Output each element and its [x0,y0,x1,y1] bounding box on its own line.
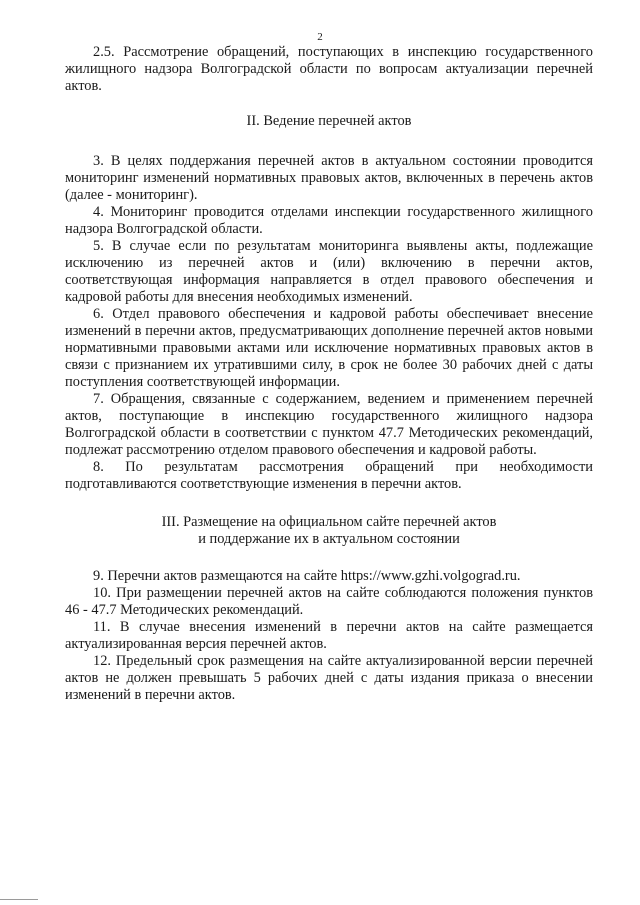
document-body [65,44,593,704]
paragraph-6: 6. Отдел правового обеспечения и кадровой работы обеспечивает внесение изменений в перечни актов, предусматривающих дополнение перечней актов новыми нормативными правовыми актами или исключение нормативных правовых актов в связи с признанием их утратившими силу, в срок не более 30 рабочих дней с даты поступления соответствующей информации. [65,306,593,390]
paragraph-8: 8. По результатам рассмотрения обращений при необходимости подготавливаются соответствующие изменения в перечни актов. [65,459,593,492]
section-2-heading: II. Ведение перечней актов [246,113,412,129]
paragraph-5: 5. В случае если по результатам мониторинга выявлены акты, подлежащие исключению из перечней актов и (или) включению в перечни актов, соответствующая информация направляется в отдел правового обеспечения и кадровой работы для внесения необходимых изменений. [65,238,593,305]
section-3-heading [65,514,593,548]
paragraph-3: 3. В целях поддержания перечней актов в актуальном состоянии проводится мониторинг изменений нормативных правовых актов, включенных в перечень актов (далее - мониторинг). [65,153,593,203]
paragraph-9: 9. Перечни актов размещаются на сайте https://www.gzhi.volgograd.ru. [93,568,521,584]
scan-edge-mark [0,899,38,900]
paragraph-12: 12. Предельный срок размещения на сайте актуализированной версии перечней актов не должен превышать 5 рабочих дней с даты издания приказа о внесении изменений в перечни актов. [65,653,593,703]
paragraph-7: 7. Обращения, связанные с содержанием, ведением и применением перечней актов, поступающие в инспекцию государственного жилищного надзора Волгоградской области в соответствии с пунктом 47.7 Методических рекомендаций, подлежат рассмотрению отделом правового обеспечения и кадровой работы. [65,391,593,458]
section-3-heading-line-2: и поддержание их в актуальном состоянии [198,531,460,547]
paragraph-4: 4. Мониторинг проводится отделами инспекции государственного жилищного надзора Волгоградской области. [65,204,593,237]
page-number: 2 [317,31,323,43]
paragraph-2-5: 2.5. Рассмотрение обращений, поступающих в инспекцию государственного жилищного надзора Волгоградской области по вопросам актуализации перечней актов. [65,44,593,94]
paragraph-10: 10. При размещении перечней актов на сайте соблюдаются положения пунктов 46 - 47.7 Методических рекомендаций. [65,585,593,618]
paragraph-11: 11. В случае внесения изменений в перечни актов на сайте размещается актуализированная версия перечней актов. [65,619,593,652]
section-3-heading-line-1: III. Размещение на официальном сайте перечней актов [161,514,497,530]
